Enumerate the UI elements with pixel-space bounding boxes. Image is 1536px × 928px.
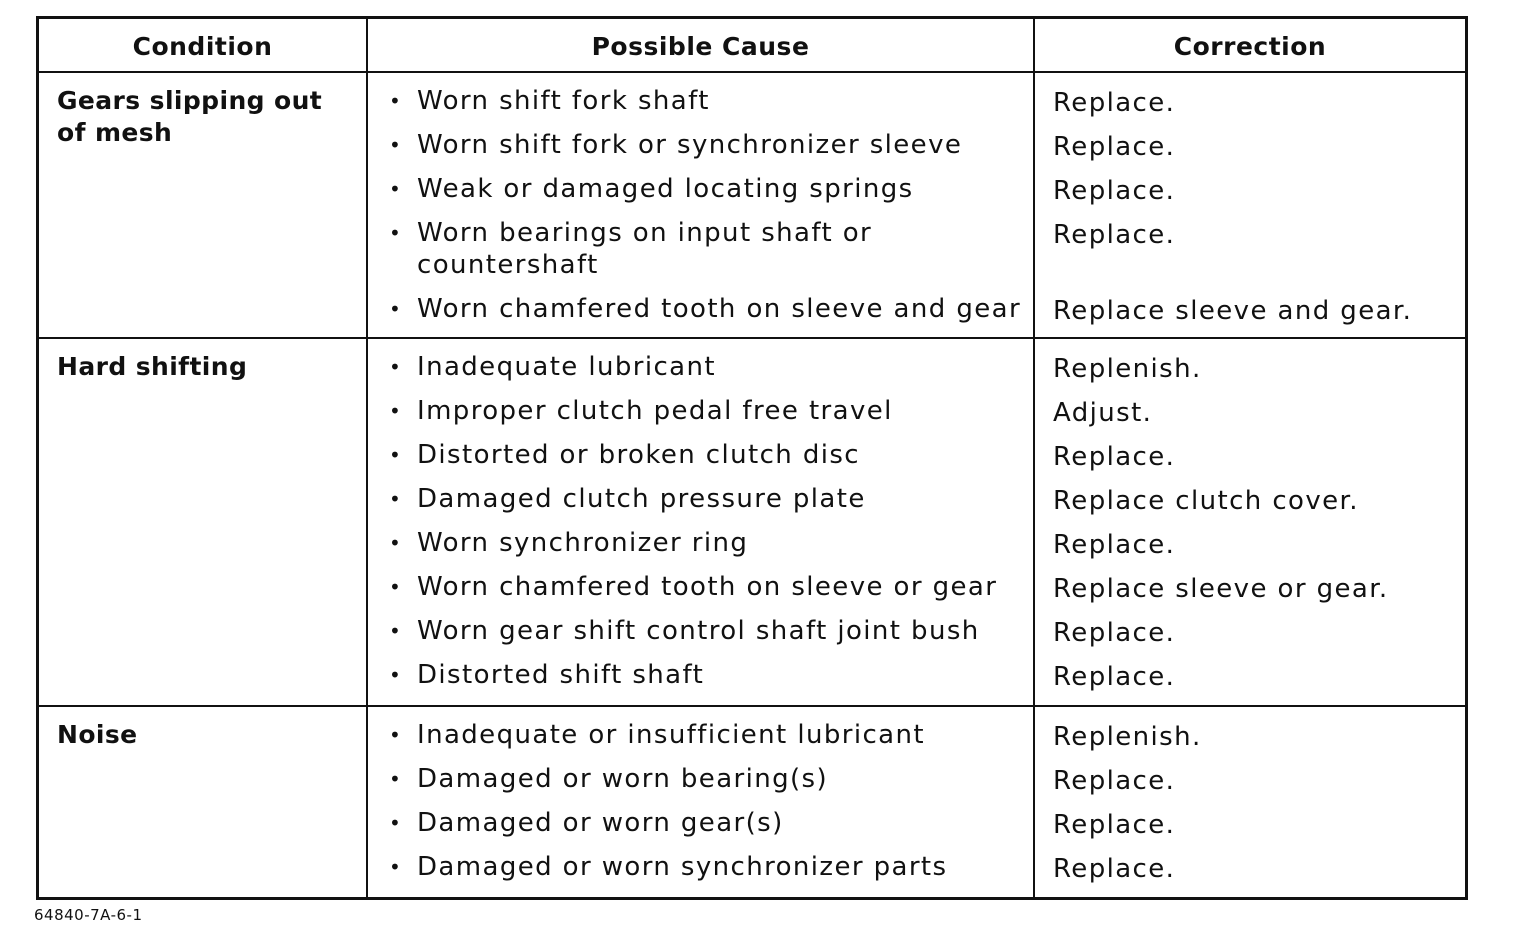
correction-item: Replenish.	[1053, 722, 1202, 752]
correction-item: Replace.	[1053, 854, 1176, 884]
row-divider	[39, 705, 1465, 707]
troubleshooting-table	[36, 16, 1468, 900]
correction-item: Replace clutch cover.	[1053, 486, 1359, 516]
bullet-icon: •	[389, 443, 403, 467]
cause-item: • Worn gear shift control shaft joint bush	[389, 616, 980, 646]
figure-code: 64840-7A-6-1	[34, 906, 143, 924]
bullet-icon: •	[389, 811, 403, 835]
correction-item: Replace.	[1053, 618, 1176, 648]
correction-item: Replace.	[1053, 810, 1176, 840]
bullet-icon: •	[389, 221, 403, 245]
correction-item: Replace.	[1053, 662, 1176, 692]
correction-item: Replace.	[1053, 88, 1176, 118]
correction-list-gears-slipping	[1053, 87, 1463, 339]
bullet-icon: •	[389, 89, 403, 113]
correction-item: Adjust.	[1053, 398, 1153, 428]
correction-item: Replenish.	[1053, 354, 1202, 384]
correction-item: Replace sleeve and gear.	[1053, 296, 1413, 326]
bullet-icon: •	[389, 531, 403, 555]
bullet-icon: •	[389, 399, 403, 423]
cause-list-gears-slipping	[389, 85, 1039, 337]
header-possible-cause: Possible Cause	[591, 31, 810, 61]
condition-gears-slipping: Gears slipping out of mesh	[57, 86, 323, 147]
correction-item: Replace.	[1053, 220, 1176, 250]
column-divider	[366, 19, 368, 897]
correction-item: Replace sleeve or gear.	[1053, 574, 1389, 604]
cause-list-hard-shifting	[389, 351, 1039, 703]
correction-list-noise	[1053, 721, 1463, 897]
correction-item: Replace.	[1053, 132, 1176, 162]
cause-list-noise	[389, 719, 1039, 895]
cause-item: • Worn synchronizer ring	[389, 528, 749, 558]
condition-noise: Noise	[57, 720, 138, 749]
cause-item: • Damaged or worn gear(s)	[389, 808, 784, 838]
cause-item: • Weak or damaged locating springs	[389, 174, 914, 204]
bullet-icon: •	[389, 177, 403, 201]
condition-hard-shifting: Hard shifting	[57, 352, 248, 381]
bullet-icon: •	[389, 663, 403, 687]
cause-item: • Worn shift fork shaft	[389, 86, 710, 116]
cause-item: • Distorted or broken clutch disc	[389, 440, 860, 470]
correction-list-hard-shifting	[1053, 353, 1463, 705]
bullet-icon: •	[389, 133, 403, 157]
bullet-icon: •	[389, 575, 403, 599]
cause-item: • Distorted shift shaft	[389, 660, 705, 690]
header-correction: Correction	[1173, 31, 1327, 61]
correction-item: Replace.	[1053, 766, 1176, 796]
cause-item: • Worn chamfered tooth on sleeve and gear	[389, 294, 1022, 324]
bullet-icon: •	[389, 355, 403, 379]
cause-item: • Worn bearings on input shaft or countershaft	[389, 218, 873, 280]
bullet-icon: •	[389, 723, 403, 747]
cause-item: • Damaged clutch pressure plate	[389, 484, 866, 514]
cause-item: • Inadequate lubricant	[389, 352, 716, 382]
bullet-icon: •	[389, 855, 403, 879]
cause-item: • Worn chamfered tooth on sleeve or gear	[389, 572, 998, 602]
correction-item: Replace.	[1053, 442, 1176, 472]
bullet-icon: •	[389, 487, 403, 511]
correction-item: Replace.	[1053, 530, 1176, 560]
cause-item: • Worn shift fork or synchronizer sleeve	[389, 130, 963, 160]
cause-item: • Damaged or worn synchronizer parts	[389, 852, 948, 882]
bullet-icon: •	[389, 297, 403, 321]
bullet-icon: •	[389, 619, 403, 643]
cause-item: • Damaged or worn bearing(s)	[389, 764, 829, 794]
header-condition: Condition	[132, 31, 273, 61]
bullet-icon: •	[389, 767, 403, 791]
cause-item: • Inadequate or insufficient lubricant	[389, 720, 925, 750]
correction-item: Replace.	[1053, 176, 1176, 206]
cause-item: • Improper clutch pedal free travel	[389, 396, 893, 426]
